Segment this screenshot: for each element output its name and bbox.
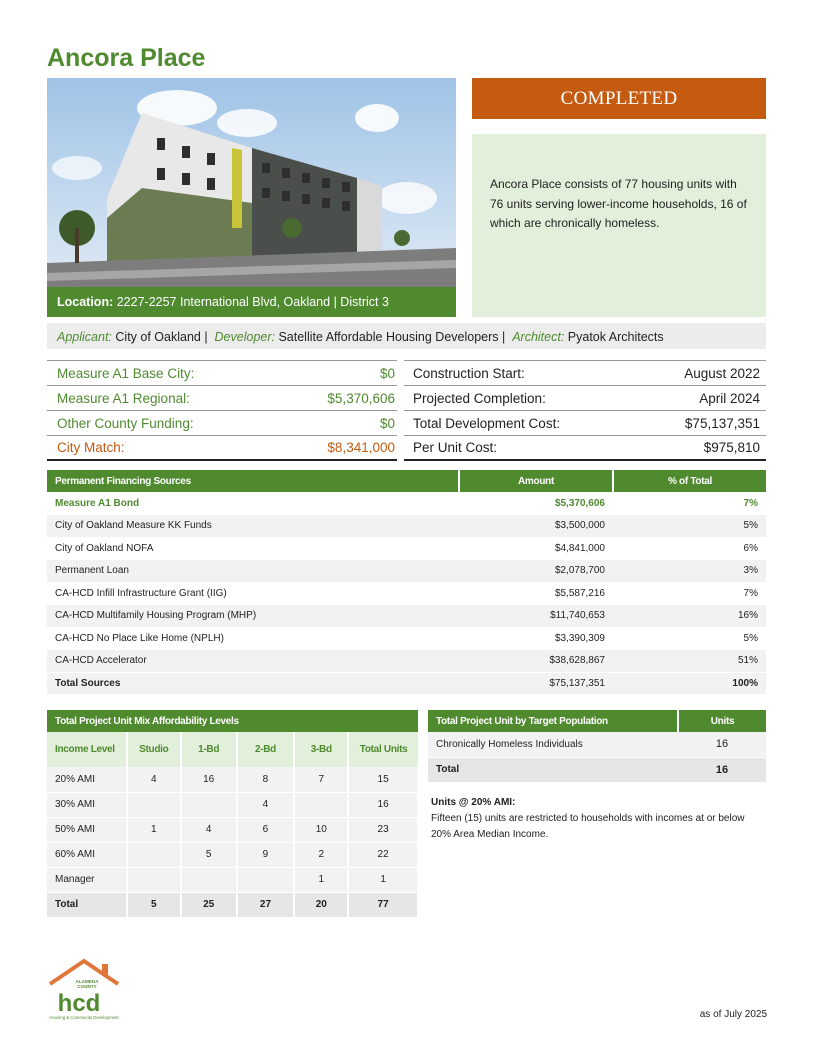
architect-label: Architect: xyxy=(512,330,565,344)
table-cell: 5 xyxy=(181,842,237,867)
table-row xyxy=(47,560,766,583)
table-cell: 1 xyxy=(294,867,348,892)
funding-value: $5,370,606 xyxy=(327,390,395,406)
hcd-logo xyxy=(47,958,121,1022)
table-cell: City of Oakland Measure KK Funds xyxy=(47,515,459,538)
funding-value: $0 xyxy=(379,415,395,431)
svg-text:hcd: hcd xyxy=(57,990,101,1017)
table-cell: Measure A1 Bond xyxy=(47,492,459,515)
funding-value: $0 xyxy=(379,365,395,381)
project-description xyxy=(472,134,766,317)
table-row xyxy=(47,492,766,515)
table-row xyxy=(47,867,418,892)
table-row xyxy=(47,605,766,628)
funding-row xyxy=(47,386,397,411)
table-cell: $3,390,309 xyxy=(459,627,613,650)
table-cell: 16% xyxy=(613,605,766,628)
table-row xyxy=(47,537,766,560)
funding-label: Other County Funding: xyxy=(57,415,194,431)
description-text: Ancora Place consists of 77 housing units with 76 units serving lower-income households, 16 of which are chronically homeless. xyxy=(490,177,747,230)
funding-label: Measure A1 Base City: xyxy=(57,365,195,381)
table-cell: 8 xyxy=(237,767,295,792)
table-cell: $11,740,653 xyxy=(459,605,613,628)
developer-value: Satellite Affordable Housing Developers xyxy=(278,330,499,344)
table-total-row xyxy=(428,757,766,782)
table-cell: 4 xyxy=(127,767,181,792)
table-cell: 30% AMI xyxy=(47,792,127,817)
note-text: Fifteen (15) units are restricted to households with incomes at or below 20% Area Median Income. xyxy=(431,813,745,840)
table-row xyxy=(47,515,766,538)
table-total-row xyxy=(47,892,418,917)
table-row xyxy=(47,582,766,605)
table-cell: City of Oakland NOFA xyxy=(47,537,459,560)
table-cell: CA-HCD No Place Like Home (NPLH) xyxy=(47,627,459,650)
table-cell: Total xyxy=(428,757,678,782)
applicant-value: City of Oakland xyxy=(115,330,201,344)
funding-summary-right xyxy=(404,360,766,461)
developer-label: Developer: xyxy=(214,330,275,344)
location-bar xyxy=(47,287,456,317)
table-cell: 50% AMI xyxy=(47,817,127,842)
table-cell: 51% xyxy=(613,650,766,673)
column-header: 2-Bd xyxy=(237,732,295,767)
unit-mix-table xyxy=(47,710,419,918)
column-header: Permanent Financing Sources xyxy=(47,470,459,492)
table-cell: CA-HCD Infill Infrastructure Grant (IIG) xyxy=(47,582,459,605)
table-cell: 25 xyxy=(181,892,237,917)
column-header: 3-Bd xyxy=(294,732,348,767)
table-cell: 6 xyxy=(237,817,295,842)
table-row xyxy=(47,842,418,867)
schedule-value: April 2024 xyxy=(699,390,760,406)
location-separator: | xyxy=(333,295,341,309)
funding-row xyxy=(47,361,397,386)
architect-value: Pyatok Architects xyxy=(567,330,664,344)
table-cell xyxy=(181,792,237,817)
table-cell: 15 xyxy=(348,767,418,792)
table-title-row xyxy=(47,710,418,732)
table-cell: 60% AMI xyxy=(47,842,127,867)
funding-value: $8,341,000 xyxy=(327,440,395,455)
svg-text:Housing & Community Developmen: Housing & Community Development xyxy=(49,1015,119,1020)
as-of-date: as of July 2025 xyxy=(699,1009,767,1020)
table-cell xyxy=(181,867,237,892)
financing-sources-table xyxy=(47,470,766,695)
table-cell: 5% xyxy=(613,627,766,650)
location-address: 2227-2257 International Blvd, Oakland xyxy=(116,295,331,309)
table-cell: $5,370,606 xyxy=(459,492,613,515)
table-cell: Manager xyxy=(47,867,127,892)
schedule-value: August 2022 xyxy=(684,365,760,381)
table-cell xyxy=(127,792,181,817)
svg-text:ALAMEDA: ALAMEDA xyxy=(75,979,99,984)
funding-label: Measure A1 Regional: xyxy=(57,390,190,406)
table-cell: $2,078,700 xyxy=(459,560,613,583)
table-cell: $3,500,000 xyxy=(459,515,613,538)
schedule-label: Construction Start: xyxy=(413,365,525,381)
table-cell xyxy=(127,867,181,892)
ami-note xyxy=(431,795,766,843)
table-total-row xyxy=(47,672,766,695)
status-badge: COMPLETED xyxy=(472,78,766,119)
note-heading: Units @ 20% AMI: xyxy=(431,797,516,808)
funding-summary-left xyxy=(47,360,397,461)
table-row xyxy=(47,650,766,673)
schedule-row xyxy=(404,436,766,461)
column-header: 1-Bd xyxy=(181,732,237,767)
schedule-value: $75,137,351 xyxy=(684,415,760,431)
funding-label: City Match: xyxy=(57,440,125,455)
table-cell: 16 xyxy=(181,767,237,792)
location-label: Location: xyxy=(57,295,114,309)
column-header: Amount xyxy=(459,470,613,492)
target-population-table xyxy=(428,710,766,783)
table-cell: 4 xyxy=(237,792,295,817)
table-cell: CA-HCD Accelerator xyxy=(47,650,459,673)
table-title: Total Project Unit Mix Affordability Levels xyxy=(47,710,418,732)
table-cell: 16 xyxy=(678,757,766,782)
schedule-row xyxy=(404,386,766,411)
svg-text:COUNTY: COUNTY xyxy=(77,984,97,989)
table-cell: $4,841,000 xyxy=(459,537,613,560)
schedule-row xyxy=(404,361,766,386)
table-cell: 20 xyxy=(294,892,348,917)
project-rendering-image xyxy=(47,78,456,287)
column-header: Total Units xyxy=(348,732,418,767)
table-header-row xyxy=(47,732,418,767)
column-header: Units xyxy=(678,710,766,732)
funding-row xyxy=(47,411,397,436)
schedule-label: Total Development Cost: xyxy=(413,415,561,431)
table-cell: 6% xyxy=(613,537,766,560)
table-cell: 100% xyxy=(613,672,766,695)
table-cell: 22 xyxy=(348,842,418,867)
table-cell: 1 xyxy=(127,817,181,842)
table-row xyxy=(47,817,418,842)
project-team-bar: Applicant: City of Oakland | Developer: Satellite Affordable Housing Developers | Architect: Pyatok Architects xyxy=(47,323,766,349)
table-cell: 23 xyxy=(348,817,418,842)
table-cell: 5 xyxy=(127,892,181,917)
table-cell: 2 xyxy=(294,842,348,867)
table-cell: $5,587,216 xyxy=(459,582,613,605)
table-cell: 16 xyxy=(348,792,418,817)
table-cell: Permanent Loan xyxy=(47,560,459,583)
schedule-label: Per Unit Cost: xyxy=(413,440,498,455)
table-row xyxy=(47,767,418,792)
table-cell: Total Sources xyxy=(47,672,459,695)
table-cell: 10 xyxy=(294,817,348,842)
table-cell: 77 xyxy=(348,892,418,917)
table-cell xyxy=(127,842,181,867)
table-cell: CA-HCD Multifamily Housing Program (MHP) xyxy=(47,605,459,628)
table-cell: Total xyxy=(47,892,127,917)
funding-row xyxy=(47,436,397,461)
page-title: Ancora Place xyxy=(47,44,206,72)
table-cell: Chronically Homeless Individuals xyxy=(428,732,678,757)
applicant-label: Applicant: xyxy=(57,330,112,344)
table-cell: 16 xyxy=(678,732,766,757)
table-cell: 7 xyxy=(294,767,348,792)
table-cell: 3% xyxy=(613,560,766,583)
schedule-label: Projected Completion: xyxy=(413,390,546,406)
column-header: Income Level xyxy=(47,732,127,767)
table-cell: $38,628,867 xyxy=(459,650,613,673)
table-cell: 4 xyxy=(181,817,237,842)
table-row xyxy=(47,792,418,817)
table-cell: 7% xyxy=(613,582,766,605)
table-cell: 1 xyxy=(348,867,418,892)
column-header: % of Total xyxy=(613,470,766,492)
location-district: District 3 xyxy=(340,295,389,309)
table-header-row xyxy=(428,710,766,732)
table-cell: 7% xyxy=(613,492,766,515)
table-cell: 27 xyxy=(237,892,295,917)
table-row xyxy=(47,627,766,650)
table-cell xyxy=(237,867,295,892)
table-cell: $75,137,351 xyxy=(459,672,613,695)
table-cell: 5% xyxy=(613,515,766,538)
table-cell: 20% AMI xyxy=(47,767,127,792)
table-header-row xyxy=(47,470,766,492)
schedule-value: $975,810 xyxy=(703,440,760,455)
table-cell: 9 xyxy=(237,842,295,867)
table-row xyxy=(428,732,766,757)
table-cell xyxy=(294,792,348,817)
schedule-row xyxy=(404,411,766,436)
column-header: Total Project Unit by Target Population xyxy=(428,710,678,732)
column-header: Studio xyxy=(127,732,181,767)
